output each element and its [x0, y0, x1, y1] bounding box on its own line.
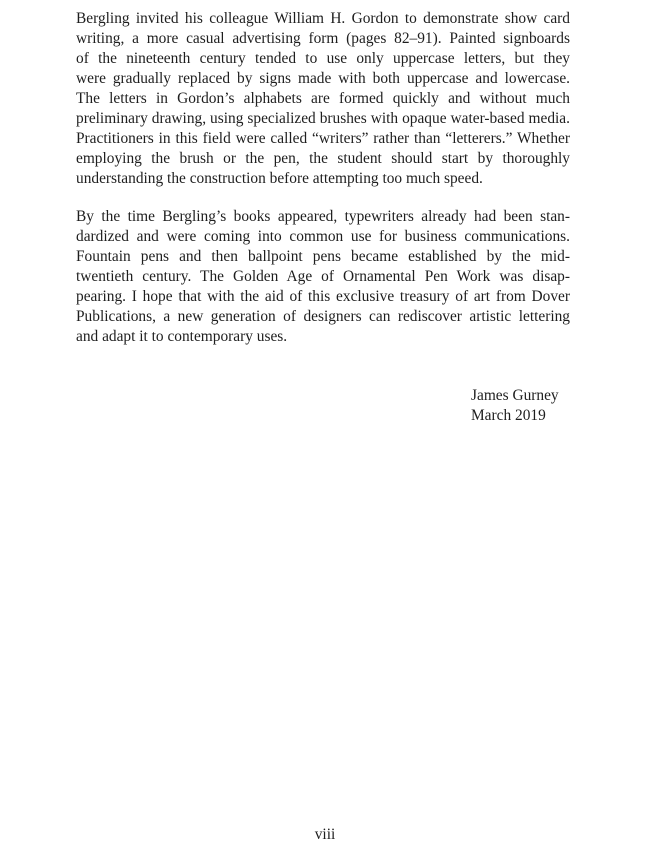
text-line: Publications, a new generation of designers can rediscover artistic lettering: [76, 308, 570, 325]
text-line: twentieth century. The Golden Age of Ornamental Pen Work was disap-: [76, 268, 570, 285]
signature-date: March 2019: [471, 407, 546, 424]
text-line: and adapt it to contemporary uses.: [76, 328, 288, 345]
text-line: writing, a more casual advertising form (pages 82–91). Painted signboards: [76, 30, 570, 47]
text-line: of the nineteenth century tended to use only uppercase letters, but they: [76, 50, 570, 67]
signature-block: [471, 386, 559, 426]
text-line: Bergling invited his colleague William H. Gordon to demonstrate show card: [76, 10, 570, 27]
author-name: James Gurney: [471, 387, 559, 404]
paragraph-golden-age: [76, 207, 570, 347]
text-line: pearing. I hope that with the aid of this exclusive treasury of art from Dover: [76, 288, 570, 305]
text-line: were gradually replaced by signs made with both uppercase and lowercase.: [76, 70, 570, 87]
text-line: Fountain pens and then ballpoint pens became established by the mid-: [76, 248, 570, 265]
text-line: preliminary drawing, using specialized brushes with opaque water-based media.: [76, 110, 570, 127]
page-number: viii: [314, 826, 336, 843]
text-line: dardized and were coming into common use for business communications.: [76, 228, 570, 245]
text-line: By the time Bergling’s books appeared, typewriters already had been stan-: [76, 208, 570, 225]
text-line: Practitioners in this field were called “writers” rather than “letterers.” Whether: [76, 130, 570, 147]
text-line: understanding the construction before attempting too much speed.: [76, 170, 483, 187]
text-line: employing the brush or the pen, the student should start by thoroughly: [76, 150, 570, 167]
text-line: The letters in Gordon’s alphabets are formed quickly and without much: [76, 90, 570, 107]
paragraph-show-card-writing: [76, 9, 570, 189]
